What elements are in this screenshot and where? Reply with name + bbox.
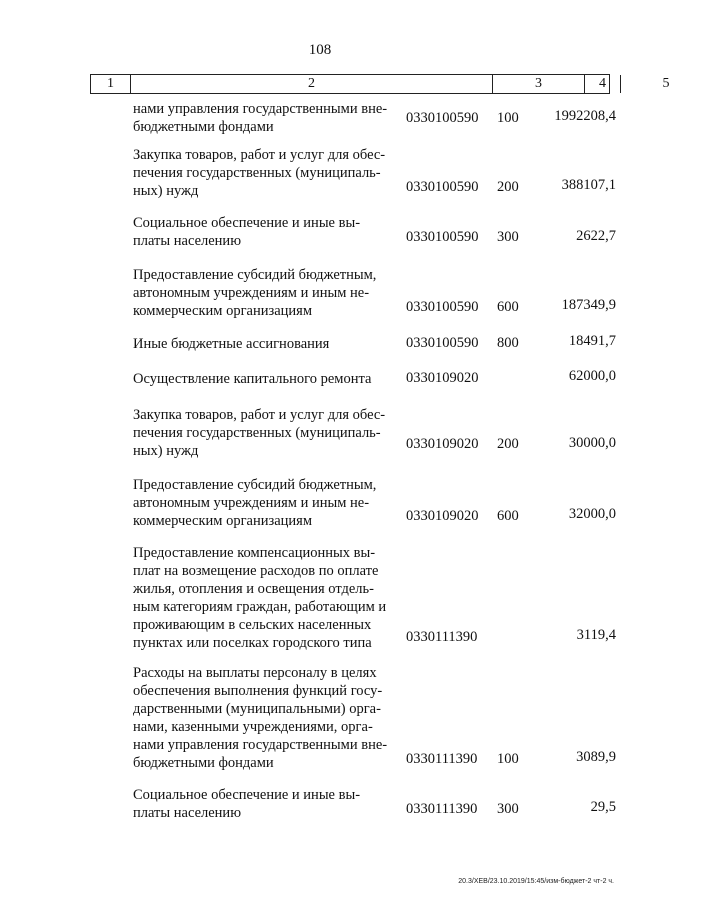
row-description: Социальное обеспечение и иные вы- платы населению	[133, 215, 361, 249]
row-code: 0330109020	[406, 370, 479, 386]
row-description: Иные бюджетные ассигнования	[133, 336, 330, 352]
table-header	[90, 74, 670, 94]
row-amount: 1992208,4	[554, 108, 616, 124]
row-amount: 18491,7	[568, 333, 616, 349]
header-col-3: 3	[493, 75, 585, 93]
row-type: 600	[497, 299, 519, 315]
row-code: 0330100590	[406, 110, 479, 126]
row-code: 0330100590	[406, 179, 479, 195]
row-description: Предоставление субсидий бюджетным, автономным учреждениям и иным не- коммерческим организациям	[133, 267, 377, 319]
row-amount: 30000,0	[568, 435, 616, 451]
row-code: 0330111390	[406, 751, 478, 767]
footer-stamp: 20.3/XEB/23.10.2019/15:45/изм-бюджет-2 чт-2 ч.	[458, 878, 614, 885]
row-type: 300	[497, 801, 519, 817]
row-code: 0330109020	[406, 436, 479, 452]
row-description: Закупка товаров, работ и услуг для обес- печения государственных (муниципаль- ных) нужд	[133, 407, 386, 459]
row-type: 100	[497, 110, 519, 126]
row-amount: 3119,4	[576, 627, 616, 643]
row-amount: 388107,1	[561, 177, 616, 193]
row-code: 0330100590	[406, 229, 479, 245]
row-type: 200	[497, 179, 519, 195]
row-description: Предоставление компенсационных вы- плат на возмещение расходов по оплате жилья, отопления и освещения отдель- ным категориям граждан, работающим и проживающим в сельских населенных пунктах или поселках городского типа	[133, 545, 387, 651]
row-amount: 32000,0	[568, 506, 616, 522]
row-type: 800	[497, 335, 519, 351]
row-amount: 3089,9	[576, 749, 616, 765]
header-col-1: 1	[91, 75, 131, 93]
row-amount: 29,5	[590, 799, 616, 815]
row-amount: 62000,0	[568, 368, 616, 384]
row-description: Предоставление субсидий бюджетным, автономным учреждениям и иным не- коммерческим организациям	[133, 477, 377, 529]
row-code: 0330111390	[406, 629, 478, 645]
row-type: 200	[497, 436, 519, 452]
row-description: Осуществление капитального ремонта	[133, 371, 372, 387]
row-code: 0330111390	[406, 801, 478, 817]
row-code: 0330100590	[406, 335, 479, 351]
row-code: 0330109020	[406, 508, 479, 524]
header-col-5: 5	[662, 76, 670, 91]
row-type: 300	[497, 229, 519, 245]
row-amount: 187349,9	[561, 297, 616, 313]
row-type: 600	[497, 508, 519, 524]
row-code: 0330100590	[406, 299, 479, 315]
row-amount: 2622,7	[576, 228, 616, 244]
row-description: Социальное обеспечение и иные вы- платы населению	[133, 787, 361, 821]
header-col-2: 2	[131, 75, 493, 93]
header-col-4: 4	[585, 75, 621, 93]
page-number: 108	[308, 42, 332, 58]
row-description: нами управления государственными вне- бюджетными фондами	[133, 101, 388, 135]
row-description: Расходы на выплаты персоналу в целях обеспечения выполнения функций госу- дарственными (муниципальными) орга- нами, казенными учреждениями, орга- нами управления государственными вне- бюджетными фондами	[133, 665, 388, 771]
row-type: 100	[497, 751, 519, 767]
row-description: Закупка товаров, работ и услуг для обес- печения государственных (муниципаль- ных) нужд	[133, 147, 386, 199]
